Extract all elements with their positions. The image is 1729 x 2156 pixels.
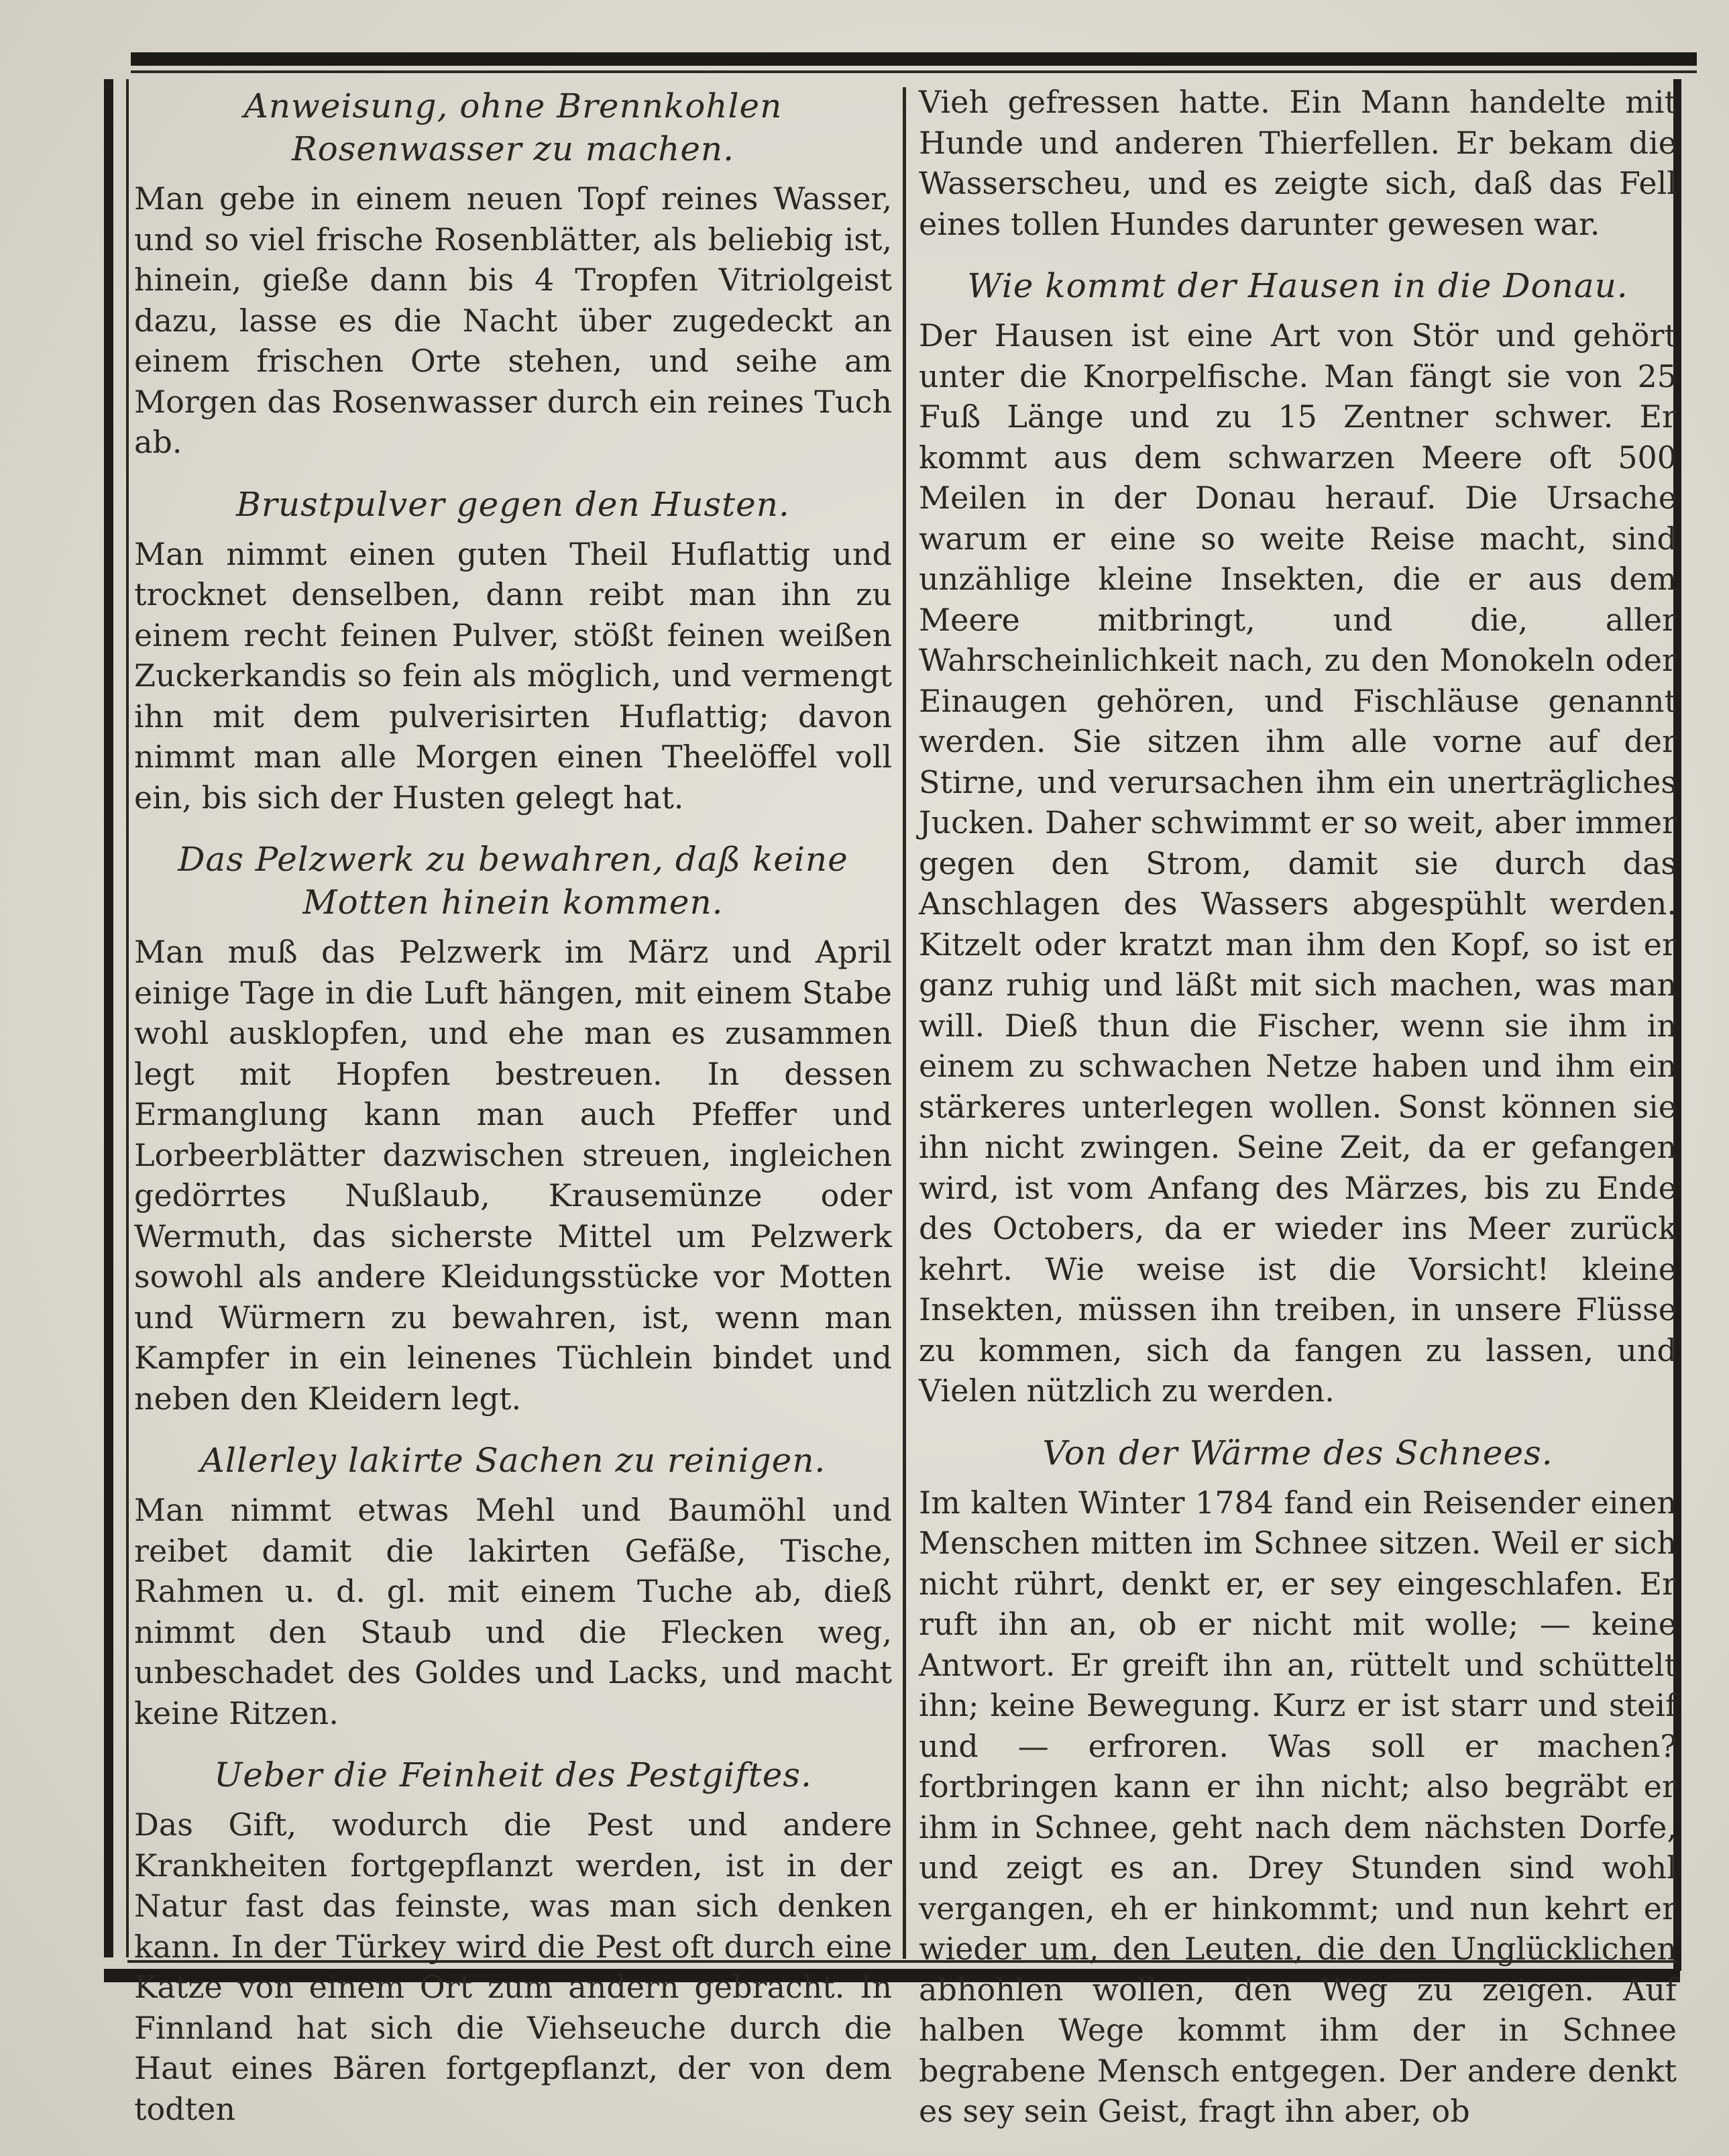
article	[134, 838, 892, 1419]
article-body: Das Gift, wodurch die Pest und andere Krankheiten fortgepflanzt werden, ist in der Natur fast das feinste, was man sich denken kann. In der Türkey wird die Pest oft durch eine Katze von einem Ort zum andern gebracht. In Finnland hat sich die Viehseuche durch die Haut eines Bären fortgepflanzt, der von dem todten	[134, 1807, 892, 2127]
article	[134, 85, 892, 463]
article-body: Der Hausen ist eine Art von Stör und gehört unter die Knorpelfische. Man fängt sie von 25 Fuß Länge und zu 15 Zentner schwer. Er kommt aus dem schwarzen Meere oft 500 Meilen in der Donau herauf. Die Ursache warum er eine so weite Reise macht, sind unzählige kleine Insekten, die er aus dem Meere mitbringt, und die, aller Wahrscheinlichkeit nach, zu den Monokeln oder Einaugen gehören, und Fischläuse genannt werden. Sie sitzen ihm alle vorne auf der Stirne, und verursachen ihm ein unerträgliches Jucken. Daher schwimmt er so weit, aber immer gegen den Strom, damit sie durch das Anschlagen des Wassers abgespühlt werden. Kitzelt oder kratzt man ihm den Kopf, so ist er ganz ruhig und läßt mit sich machen, was man will. Dieß thun die Fischer, wenn sie ihm in einem zu schwachen Netze haben und ihm ein stärkeres unterlegen wollen. Sonst können sie ihn nicht zwingen. Seine Zeit, da er gefangen wird, ist vom Anfang des Märzes, bis zu Ende des Octobers, da er wieder ins Meer zurück kehrt. Wie weise ist die Vorsicht! kleine Insekten, müssen ihn treiben, in unsere Flüsse zu kommen, sich da fangen zu lassen, und Vielen nützlich zu werden.	[919, 317, 1677, 1409]
left-frame-inner-rule	[126, 79, 129, 1957]
article-body: Man nimmt etwas Mehl und Baumöhl und reibet damit die lakirten Gefäße, Tische, Rahmen u. d. gl. mit einem Tuche ab, dieß nimmt den Staub und die Flecken weg, unbeschadet des Goldes und Lacks, und macht keine Ritzen.	[134, 1492, 892, 1731]
column-divider	[903, 87, 906, 1959]
top-rule-thin	[131, 70, 1697, 73]
article	[919, 264, 1677, 1411]
article-heading: Das Pelzwerk zu bewahren, daß keine Motten hinein kommen.	[178, 840, 848, 922]
article-heading: Wie kommt der Hausen in die Donau.	[967, 266, 1628, 305]
article-body: Man gebe in einem neuen Topf reines Wasser, und so viel frische Rosenblätter, als beliebig ist, hinein, gieße dann bis 4 Tropfen Vitriolgeist dazu, lasse es die Nacht über zugedeckt an einem frischen Orte stehen, und seihe am Morgen das Rosenwasser durch ein reines Tuch ab.	[134, 180, 892, 460]
right-column	[919, 75, 1677, 2140]
continued-paragraph: Vieh gefressen hatte. Ein Mann handelte mit Hunde und anderen Thierfellen. Er bekam die Wasserscheu, und es zeigte sich, daß das Fell eines tollen Hundes darunter gewesen war.	[919, 84, 1677, 242]
article-body: Man muß das Pelzwerk im März und April einige Tage in die Luft hängen, mit einem Stabe wohl ausklopfen, und ehe man es zusammen legt mit Hopfen bestreuen. In dessen Ermanglung kann man auch Pfeffer und Lorbeerblätter dazwischen streuen, ingleichen gedörrtes Nußlaub, Krausemünze oder Wermuth, das sicherste Mittel um Pelzwerk sowohl als andere Kleidungsstücke vor Motten und Würmern zu bewahren, ist, wenn man Kampfer in ein leinenes Tüchlein bindet und neben den Kleidern legt.	[134, 934, 892, 1417]
article-heading: Brustpulver gegen den Husten.	[236, 484, 790, 524]
article-body: Man nimmt einen guten Theil Huflattig und trocknet denselben, dann reibt man ihn zu einem recht feinen Pulver, stößt feinen weißen Zuckerkandis so fein als möglich, und vermengt ihn mit dem pulverisirten Huflattig; davon nimmt man alle Morgen einen Theelöffel voll ein, bis sich der Husten gelegt hat.	[134, 535, 892, 816]
article-heading: Anweisung, ohne Brennkohlen Rosenwasser zu machen.	[243, 87, 783, 168]
top-rule	[131, 52, 1697, 66]
left-column	[134, 75, 892, 2137]
article-heading: Von der Wärme des Schnees.	[1042, 1433, 1553, 1472]
article	[919, 1432, 1677, 2132]
article-body: Im kalten Winter 1784 fand ein Reisender einen Menschen mitten im Schnee sitzen. Weil er sich nicht rührt, denkt er, er sey eingeschlafen. Er ruft ihn an, ob er nicht mit wolle; — keine Antwort. Er greift ihn an, rüttelt und schüttelt ihn; keine Bewegung. Kurz er ist starr und steif und — erfroren. Was soll er machen? fortbringen kann er ihn nicht; also begräbt er ihm in Schnee, geht nach dem nächsten Dorfe, und zeigt es an. Drey Stunden sind wohl vergangen, eh er hinkommt; und nun kehrt er wieder um, den Leuten, die den Unglücklichen abhohlen wollen, den Weg zu zeigen. Auf halben Wege kommt ihm der in Schnee begrabene Mensch entgegen. Der andere denkt es sey sein Geist, fragt ihn aber, ob	[919, 1484, 1677, 2129]
article	[134, 1439, 892, 1733]
article-heading: Allerley lakirte Sachen zu reinigen.	[200, 1441, 826, 1480]
article	[134, 483, 892, 818]
article-heading: Ueber die Feinheit des Pestgiftes.	[214, 1756, 812, 1794]
article	[134, 1754, 892, 2129]
